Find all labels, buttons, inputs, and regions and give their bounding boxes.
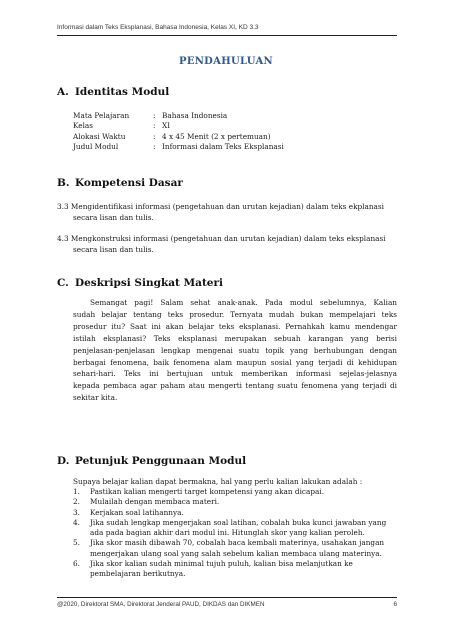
list-item-number: 5. xyxy=(73,538,80,548)
identity-separator: : xyxy=(153,111,156,120)
list-item xyxy=(73,538,398,559)
page-footer xyxy=(57,601,397,608)
identity-row xyxy=(73,142,284,152)
module-identity-table xyxy=(73,111,284,153)
section-a-title: Identitas Modul xyxy=(75,86,170,98)
section-a-heading xyxy=(57,86,169,98)
description-line: sudah belajar tentang teks prosedur. Ternyata mudah bukan mempelajari teks xyxy=(73,309,397,319)
list-item xyxy=(73,559,398,580)
kd-3-3-line: 3.3 Mengidentifikasi informasi (pengetahuan dan urutan kejadian) dalam teks ekplanasi xyxy=(57,202,384,211)
list-item-number: 3. xyxy=(73,507,80,517)
section-c-heading xyxy=(57,277,223,289)
identity-row xyxy=(73,121,284,131)
section-d-heading xyxy=(57,455,246,467)
list-item-text: Mulailah dengan membaca materi. xyxy=(90,497,220,507)
list-item-text: Kerjakan soal latihannya. xyxy=(90,507,184,517)
list-item-text: Pastikan kalian mengerti target kompetensi yang akan dicapai. xyxy=(90,487,325,496)
description-line: Semangat pagi! Salam sehat anak-anak. Pada modul sebelumnya, Kalian xyxy=(90,298,397,307)
section-b-title: Kompetensi Dasar xyxy=(75,177,183,189)
description-line: prosedur itu? Saat ini akan belajar teks eksplanasi. Pernahkah kamu mendengar xyxy=(73,321,397,331)
list-item xyxy=(73,497,398,507)
footer-copyright: @2020, Direktorat SMA, Direktorat Jenderal PAUD, DIKDAS dan DIKMEN xyxy=(57,601,265,608)
section-b-number: B. xyxy=(57,177,70,189)
list-item-number: 6. xyxy=(73,559,80,569)
description-line: istilah eksplanasi? Teks eksplanasi merupakan sebuah karangan yang berisi xyxy=(73,333,397,343)
description-line: sekitar kita. xyxy=(73,393,118,403)
section-d-number: D. xyxy=(57,455,70,467)
identity-row xyxy=(73,132,284,142)
identity-separator: : xyxy=(153,121,156,131)
list-item xyxy=(73,518,398,539)
instructions-intro: Supaya belajar kalian dapat bermakna, hal yang perlu kalian lakukan adalah : xyxy=(73,477,363,486)
identity-key: Kelas xyxy=(73,121,94,131)
kd-4-3-line: secara lisan dan tulis. xyxy=(73,245,154,255)
instructions-list xyxy=(73,487,398,580)
kd-3-3-line: secara lisan dan tulis. xyxy=(73,213,154,223)
list-item-text: Jika skor masih dibawah 70, cobalah baca kembali materinya, usahakan jangan mengerjakan ulang soal yang salah sebelum kalian membaca ulang materinya. xyxy=(90,538,385,558)
identity-separator: : xyxy=(153,131,156,141)
kd-4-3 xyxy=(57,233,397,255)
header-rule xyxy=(57,35,397,36)
section-c-number: C. xyxy=(57,277,69,289)
list-item xyxy=(73,508,398,518)
identity-value: 4 x 45 Menit (2 x pertemuan) xyxy=(162,131,271,141)
identity-value: XI xyxy=(162,121,171,131)
description-line: sehari-hari. Teks ini bertujuan untuk memberikan informasi sejelas-jelasnya xyxy=(73,369,397,379)
page-title: PENDAHULUAN xyxy=(179,56,273,67)
identity-value: Informasi dalam Teks Eksplanasi xyxy=(162,142,284,152)
section-b-heading xyxy=(57,177,183,189)
identity-value: Bahasa Indonesia xyxy=(162,111,228,120)
description-line: penjelasan-penjelasan lengkap mengenai suatu topik yang berhubungan dengan xyxy=(73,345,397,355)
identity-key: Alokasi Waktu xyxy=(73,131,126,141)
description-line: kepada pembaca agar paham atau mengerti tentang suatu fenomena yang terjadi di xyxy=(73,381,397,391)
identity-key: Judul Modul xyxy=(73,142,119,152)
identity-separator: : xyxy=(153,142,156,152)
running-header: Informasi dalam Teks Eksplanasi, Bahasa Indonesia, Kelas XI, KD 3.3 xyxy=(57,24,259,31)
description-paragraph xyxy=(73,297,397,404)
identity-key: Mata Pelajaran xyxy=(73,111,130,120)
footer-rule xyxy=(57,597,397,598)
list-item-text: Jika skor kalian sudah minimal tujuh puluh, kalian bisa melanjutkan ke pembelajaran berikutnya. xyxy=(90,559,353,579)
list-item-number: 2. xyxy=(73,497,80,507)
page-number: 6 xyxy=(393,601,397,608)
list-item xyxy=(73,487,398,497)
kd-4-3-line: 4.3 Mengkonstruksi informasi (pengetahuan dan urutan kejadian) dalam teks eksplanasi xyxy=(57,234,386,243)
list-item-number: 1. xyxy=(73,487,80,496)
list-item-number: 4. xyxy=(73,517,80,527)
section-c-title: Deskripsi Singkat Materi xyxy=(75,277,223,289)
description-line: berbagai fenomena, baik fenomena alam maupun sosial yang terjadi di kehidupan xyxy=(73,357,397,367)
identity-row xyxy=(73,111,284,121)
list-item-text: Jika sudah lengkap mengerjakan soal latihan, cobalah buka kunci jawaban yang ada pada bagian akhir dari modul ini. Hitunglah skor yang kalian peroleh. xyxy=(90,517,387,538)
section-a-number: A. xyxy=(57,86,69,98)
section-d-title: Petunjuk Penggunaan Modul xyxy=(75,455,247,467)
kd-3-3 xyxy=(57,201,397,223)
